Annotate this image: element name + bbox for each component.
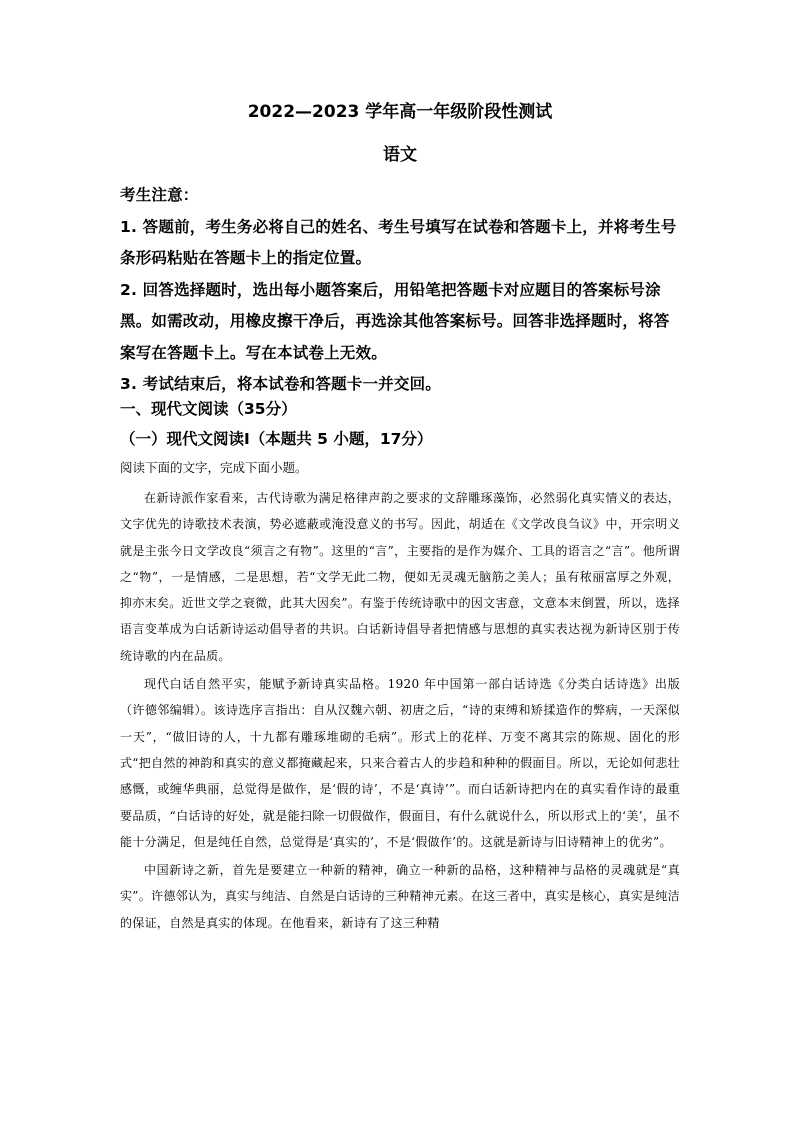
section-heading-part1-sub: （一）现代文阅读Ⅰ（本题共 5 小题，17分）	[120, 430, 433, 448]
notice-heading: 考生注意：	[120, 186, 199, 204]
passage-paragraph-1: 在新诗派作家看来，古代诗歌为满足格律声韵之要求的文辞雕琢藻饰，必然弱化真实情义的表达，文字优先的诗歌技术表演，势必遮蔽或淹没意义的书写。因此，胡适在《文学改良刍议》中，开宗明义就是主张今日文学改良“须言之有物”。这里的“言”，主要指的是作为媒介、工具的语言之“言”。他所谓之“物”，一是情感，二是思想，若“文学无此二物，便如无灵魂无脑筋之美人；虽有秾丽富厚之外观，抑亦末矣。近世文学之衰微，此其大因矣”。有鉴于传统诗歌中的因文害意，文意本末倒置，所以，选择语言变革成为白话新诗运动倡导者的共识。白话新诗倡导者把情感与思想的真实表达视为新诗区别于传统诗歌的内在品质。	[120, 491, 680, 663]
notice-item-2: 2. 回答选择题时，选出每小题答案后，用铅笔把答题卡对应题目的答案标号涂黑。如需改动，用橡皮擦干净后，再选涂其他答案标号。回答非选择题时，将答案写在答题卡上。写在本试卷上无效。	[120, 280, 670, 362]
notice-item-1: 1. 答题前，考生务必将自己的姓名、考生号填写在试卷和答题卡上，并将考生号条形码粘贴在答题卡上的指定位置。	[120, 217, 677, 267]
section-heading-part1: 一、现代文阅读（35分）	[120, 400, 297, 418]
passage-paragraph-2: 现代白话自然平实，能赋予新诗真实品格。1920 年中国第一部白话诗选《分类白话诗选》出版（许德邻编辑）。该诗选序言指出：自从汉魏六朝、初唐之后，“诗的束缚和矫揉造作的弊病，一天深似一天”，“做旧诗的人，十九都有雕琢堆砌的毛病”。形式上的花样、万变不离其宗的陈规、固化的形式“把自然的神韵和真实的意义都掩藏起来，只来合着古人的步趋和种种的假面目。所以，无论如何悲壮感慨，或缠华典丽，总觉得是做作，是‘假的诗’，不是‘真诗’”。而白话新诗把内在的真实看作诗的最重要品质，“白话诗的好处，就是能扫除一切假做作，假面目，有什么就说什么，所以形式上的‘美’，虽不能十分满足，但是纯任自然，总觉得是‘真实的’，不是‘假做作’的。这就是新诗与旧诗精神上的优劣”。	[120, 677, 680, 849]
reading-instruction: 阅读下面的文字，完成下面小题。	[120, 460, 308, 475]
passage-paragraph-3: 中国新诗之新，首先是要建立一种新的精神，确立一种新的品格，这种精神与品格的灵魂就是“真实”。许德邻认为，真实与纯洁、自然是白话诗的三种精神元素。在这三者中，真实是核心，真实是纯洁的保证，自然是真实的体现。在他看来，新诗有了这三种精	[120, 863, 680, 930]
exam-title: 2022—2023 学年高一年级阶段性测试	[247, 102, 553, 122]
candidate-notice	[120, 180, 680, 401]
notice-item-3: 3. 考试结束后，将本试卷和答题卡一并交回。	[120, 375, 441, 393]
reading-passage	[120, 485, 680, 938]
subject-title: 语文	[383, 145, 417, 165]
